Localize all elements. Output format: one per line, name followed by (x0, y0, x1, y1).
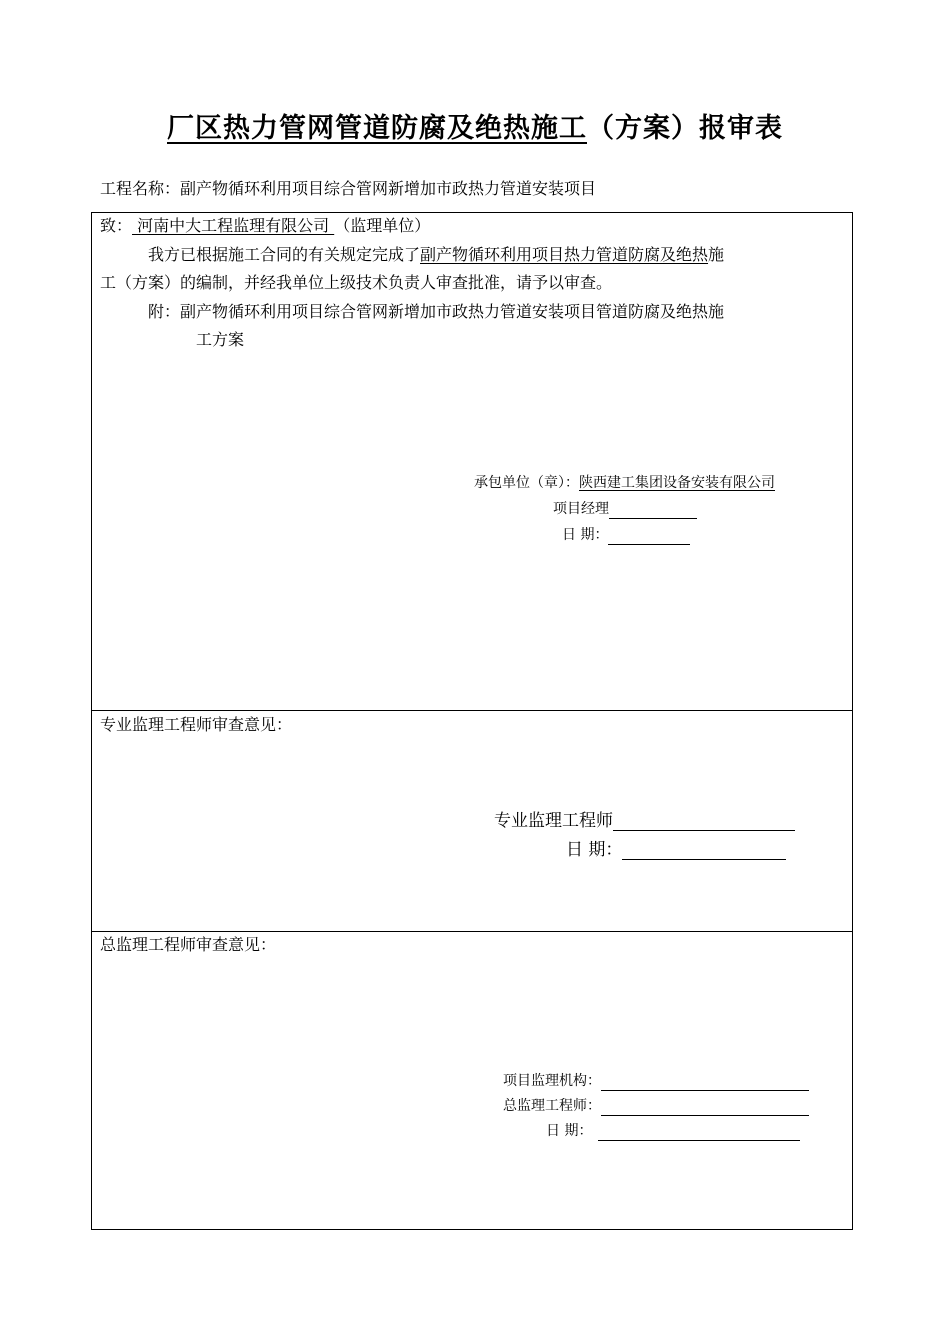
specialist-engineer-label: 专业监理工程师 (494, 811, 613, 831)
addressee-label: 致： (100, 216, 133, 235)
specialist-engineer-row (494, 811, 795, 831)
specialist-review-heading: 专业监理工程师审查意见： (100, 715, 293, 734)
chief-review-section (91, 931, 853, 1230)
specialist-review-section (91, 710, 853, 932)
chief-engineer-label: 总监理工程师： (503, 1098, 601, 1114)
specialist-date-label: 日 期： (566, 840, 623, 860)
project-manager-signature-line[interactable] (609, 502, 697, 519)
form-title-rest: （方案）报审表 (587, 113, 783, 144)
statement-underlined-text: 副产物循环利用项目热力管道防腐及绝热 (420, 245, 709, 264)
submission-date-label: 日 期： (562, 527, 609, 543)
chief-date-label: 日 期： (546, 1123, 593, 1139)
form-title (0, 106, 950, 145)
supervision-org-line[interactable] (601, 1074, 809, 1091)
supervision-org-row (503, 1071, 809, 1091)
statement-text: 我方已根据施工合同的有关规定完成了 (148, 245, 421, 264)
project-name-row (100, 176, 596, 199)
addressee-row (100, 216, 430, 236)
statement-text-end: 施 (708, 245, 725, 264)
chief-date-line[interactable] (598, 1124, 800, 1141)
attachment-line-2: 工方案 (196, 330, 245, 349)
chief-engineer-row (503, 1096, 809, 1116)
statement-line-2: 工（方案）的编制，并经我单位上级技术负责人审查批准，请予以审查。 (100, 273, 613, 292)
submission-date-line[interactable] (608, 528, 690, 545)
attachment-line-1: 附：副产物循环利用项目综合管网新增加市政热力管道安装项目管道防腐及绝热施 (148, 302, 725, 321)
specialist-date-row (566, 840, 786, 860)
chief-review-heading: 总监理工程师审查意见： (100, 935, 277, 954)
contractor-value: 陕西建工集团设备安装有限公司 (579, 475, 775, 491)
project-manager-row (553, 499, 697, 519)
chief-date-row (546, 1121, 800, 1141)
chief-engineer-signature-line[interactable] (601, 1099, 809, 1116)
supervisor-unit-suffix: （监理单位） (334, 216, 431, 235)
contractor-label: 承包单位（章）： (474, 475, 579, 491)
submission-section (91, 212, 853, 711)
contractor-row (474, 473, 775, 493)
specialist-engineer-signature-line[interactable] (613, 814, 795, 831)
statement-line-1 (148, 245, 724, 265)
specialist-date-line[interactable] (622, 843, 786, 860)
form-title-underlined: 厂区热力管网管道防腐及绝热施工 (167, 113, 587, 144)
project-manager-label: 项目经理 (553, 501, 609, 517)
project-name-label: 工程名称： (100, 179, 181, 198)
supervisor-unit-value: 河南中大工程监理有限公司 (132, 216, 335, 235)
submission-date-row (562, 525, 690, 545)
supervision-org-label: 项目监理机构： (503, 1073, 601, 1089)
project-name-value: 副产物循环利用项目综合管网新增加市政热力管道安装项目 (180, 179, 597, 198)
